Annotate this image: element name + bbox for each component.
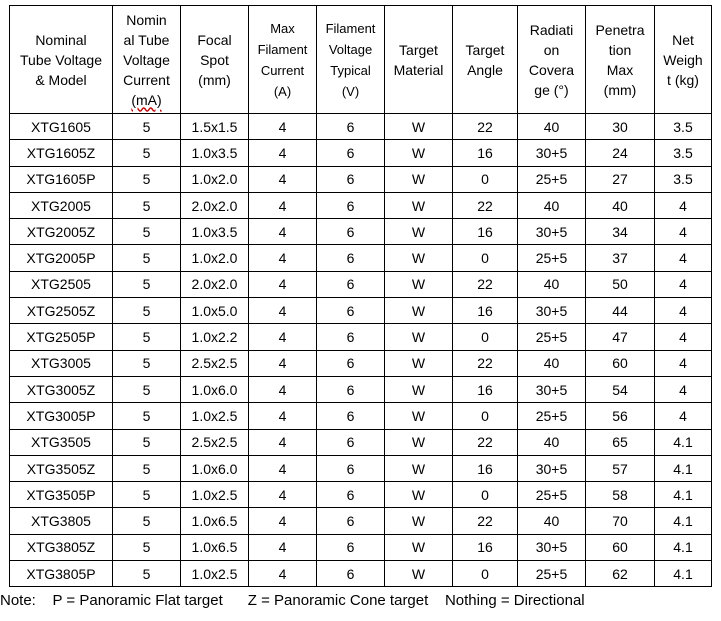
cell-focal: 1.5x1.5 bbox=[181, 114, 249, 140]
cell-focal: 2.0x2.0 bbox=[181, 192, 249, 218]
cell-radiation: 30+5 bbox=[518, 534, 586, 560]
cell-target_angle: 16 bbox=[453, 376, 518, 402]
cell-penetration: 34 bbox=[586, 219, 655, 245]
cell-filament_current: 4 bbox=[249, 403, 317, 429]
cell-target_angle: 0 bbox=[453, 403, 518, 429]
cell-filament_voltage: 6 bbox=[317, 376, 385, 402]
table-row bbox=[10, 429, 712, 455]
cell-penetration: 47 bbox=[586, 324, 655, 350]
cell-penetration: 65 bbox=[586, 429, 655, 455]
header-filament-current: Max Filament Current (A) bbox=[249, 6, 317, 114]
header-radiation-coverage: Radiati on Covera ge (°) bbox=[518, 6, 586, 114]
table-row bbox=[10, 350, 712, 376]
cell-radiation: 30+5 bbox=[518, 455, 586, 481]
cell-radiation: 30+5 bbox=[518, 376, 586, 402]
table-row bbox=[10, 245, 712, 271]
cell-current: 5 bbox=[113, 324, 181, 350]
cell-target_angle: 22 bbox=[453, 114, 518, 140]
cell-target_material: W bbox=[385, 271, 453, 297]
cell-current: 5 bbox=[113, 192, 181, 218]
cell-radiation: 25+5 bbox=[518, 166, 586, 192]
cell-filament_voltage: 6 bbox=[317, 166, 385, 192]
cell-current: 5 bbox=[113, 561, 181, 587]
cell-target_material: W bbox=[385, 114, 453, 140]
cell-model: XTG3505Z bbox=[10, 455, 113, 481]
cell-current: 5 bbox=[113, 482, 181, 508]
cell-weight: 4 bbox=[655, 271, 712, 297]
cell-target_material: W bbox=[385, 219, 453, 245]
cell-focal: 1.0x3.5 bbox=[181, 219, 249, 245]
table-row bbox=[10, 455, 712, 481]
cell-target_material: W bbox=[385, 561, 453, 587]
cell-target_angle: 22 bbox=[453, 271, 518, 297]
cell-radiation: 40 bbox=[518, 508, 586, 534]
cell-target_angle: 16 bbox=[453, 455, 518, 481]
cell-model: XTG3805P bbox=[10, 561, 113, 587]
cell-filament_current: 4 bbox=[249, 114, 317, 140]
cell-weight: 4.1 bbox=[655, 561, 712, 587]
cell-focal: 2.5x2.5 bbox=[181, 350, 249, 376]
cell-model: XTG1605Z bbox=[10, 140, 113, 166]
cell-filament_voltage: 6 bbox=[317, 298, 385, 324]
cell-target_angle: 22 bbox=[453, 429, 518, 455]
cell-focal: 1.0x3.5 bbox=[181, 140, 249, 166]
cell-target_material: W bbox=[385, 245, 453, 271]
cell-focal: 1.0x6.0 bbox=[181, 376, 249, 402]
cell-filament_current: 4 bbox=[249, 429, 317, 455]
cell-radiation: 40 bbox=[518, 114, 586, 140]
cell-filament_current: 4 bbox=[249, 192, 317, 218]
table-row bbox=[10, 482, 712, 508]
cell-focal: 1.0x5.0 bbox=[181, 298, 249, 324]
table-row bbox=[10, 192, 712, 218]
cell-radiation: 25+5 bbox=[518, 482, 586, 508]
cell-filament_current: 4 bbox=[249, 219, 317, 245]
cell-focal: 1.0x2.2 bbox=[181, 324, 249, 350]
cell-penetration: 50 bbox=[586, 271, 655, 297]
table-row bbox=[10, 298, 712, 324]
cell-filament_voltage: 6 bbox=[317, 324, 385, 350]
header-net-weight: Net Weigh t (kg) bbox=[655, 6, 712, 114]
cell-penetration: 58 bbox=[586, 482, 655, 508]
cell-focal: 1.0x6.0 bbox=[181, 455, 249, 481]
cell-target_angle: 16 bbox=[453, 534, 518, 560]
cell-target_angle: 16 bbox=[453, 298, 518, 324]
cell-filament_voltage: 6 bbox=[317, 429, 385, 455]
cell-filament_voltage: 6 bbox=[317, 245, 385, 271]
cell-model: XTG2005Z bbox=[10, 219, 113, 245]
cell-filament_current: 4 bbox=[249, 298, 317, 324]
cell-model: XTG3005P bbox=[10, 403, 113, 429]
cell-target_angle: 16 bbox=[453, 140, 518, 166]
cell-target_angle: 22 bbox=[453, 192, 518, 218]
cell-radiation: 25+5 bbox=[518, 324, 586, 350]
cell-penetration: 60 bbox=[586, 350, 655, 376]
cell-filament_voltage: 6 bbox=[317, 192, 385, 218]
cell-weight: 4.1 bbox=[655, 508, 712, 534]
cell-filament_current: 4 bbox=[249, 561, 317, 587]
cell-focal: 1.0x2.0 bbox=[181, 166, 249, 192]
cell-target_material: W bbox=[385, 298, 453, 324]
cell-model: XTG1605P bbox=[10, 166, 113, 192]
table-row bbox=[10, 534, 712, 560]
cell-model: XTG3505 bbox=[10, 429, 113, 455]
cell-radiation: 40 bbox=[518, 429, 586, 455]
cell-penetration: 54 bbox=[586, 376, 655, 402]
cell-weight: 4 bbox=[655, 350, 712, 376]
cell-filament_current: 4 bbox=[249, 508, 317, 534]
cell-focal: 1.0x2.5 bbox=[181, 561, 249, 587]
cell-weight: 4 bbox=[655, 324, 712, 350]
cell-weight: 4.1 bbox=[655, 482, 712, 508]
cell-target_material: W bbox=[385, 376, 453, 402]
cell-model: XTG2505 bbox=[10, 271, 113, 297]
cell-current: 5 bbox=[113, 429, 181, 455]
note-panoramic-cone: Z = Panoramic Cone target bbox=[247, 592, 429, 609]
cell-focal: 1.0x6.5 bbox=[181, 534, 249, 560]
footnote bbox=[0, 589, 721, 613]
table-row bbox=[10, 166, 712, 192]
cell-focal: 1.0x2.0 bbox=[181, 245, 249, 271]
cell-radiation: 30+5 bbox=[518, 219, 586, 245]
cell-weight: 4 bbox=[655, 298, 712, 324]
cell-target_material: W bbox=[385, 350, 453, 376]
cell-filament_voltage: 6 bbox=[317, 140, 385, 166]
table-row bbox=[10, 271, 712, 297]
cell-filament_current: 4 bbox=[249, 324, 317, 350]
cell-filament_voltage: 6 bbox=[317, 534, 385, 560]
table-row bbox=[10, 219, 712, 245]
table-row bbox=[10, 508, 712, 534]
cell-radiation: 40 bbox=[518, 271, 586, 297]
cell-model: XTG3805 bbox=[10, 508, 113, 534]
xray-tube-spec-table bbox=[9, 5, 712, 587]
cell-penetration: 44 bbox=[586, 298, 655, 324]
header-focal-spot: Focal Spot (mm) bbox=[181, 6, 249, 114]
cell-focal: 2.0x2.0 bbox=[181, 271, 249, 297]
table-row bbox=[10, 324, 712, 350]
spec-sheet bbox=[9, 5, 711, 587]
header-penetration-max: Penetra tion Max (mm) bbox=[586, 6, 655, 114]
cell-filament_voltage: 6 bbox=[317, 403, 385, 429]
cell-target_material: W bbox=[385, 192, 453, 218]
cell-current: 5 bbox=[113, 508, 181, 534]
cell-weight: 4 bbox=[655, 245, 712, 271]
header-current: Nomin al Tube Voltage Current (mA) bbox=[113, 6, 181, 114]
cell-model: XTG3005Z bbox=[10, 376, 113, 402]
cell-target_angle: 0 bbox=[453, 482, 518, 508]
cell-model: XTG2505P bbox=[10, 324, 113, 350]
header-row bbox=[10, 6, 712, 114]
cell-penetration: 24 bbox=[586, 140, 655, 166]
cell-current: 5 bbox=[113, 245, 181, 271]
cell-radiation: 25+5 bbox=[518, 245, 586, 271]
cell-filament_voltage: 6 bbox=[317, 508, 385, 534]
cell-focal: 1.0x2.5 bbox=[181, 482, 249, 508]
cell-penetration: 30 bbox=[586, 114, 655, 140]
cell-penetration: 62 bbox=[586, 561, 655, 587]
cell-current: 5 bbox=[113, 271, 181, 297]
table-body bbox=[10, 114, 712, 587]
cell-filament_voltage: 6 bbox=[317, 114, 385, 140]
cell-focal: 2.5x2.5 bbox=[181, 429, 249, 455]
cell-current: 5 bbox=[113, 140, 181, 166]
cell-filament_voltage: 6 bbox=[317, 455, 385, 481]
header-target-angle: Target Angle bbox=[453, 6, 518, 114]
cell-weight: 3.5 bbox=[655, 140, 712, 166]
cell-filament_current: 4 bbox=[249, 376, 317, 402]
cell-penetration: 70 bbox=[586, 508, 655, 534]
note-label: Note: bbox=[0, 592, 36, 609]
header-model: Nominal Tube Voltage & Model bbox=[10, 6, 113, 114]
cell-filament_current: 4 bbox=[249, 245, 317, 271]
cell-radiation: 25+5 bbox=[518, 403, 586, 429]
cell-filament_voltage: 6 bbox=[317, 350, 385, 376]
cell-radiation: 40 bbox=[518, 350, 586, 376]
cell-radiation: 30+5 bbox=[518, 298, 586, 324]
cell-target_material: W bbox=[385, 429, 453, 455]
cell-penetration: 57 bbox=[586, 455, 655, 481]
cell-model: XTG3005 bbox=[10, 350, 113, 376]
cell-radiation: 30+5 bbox=[518, 140, 586, 166]
cell-radiation: 40 bbox=[518, 192, 586, 218]
cell-target_angle: 0 bbox=[453, 561, 518, 587]
cell-target_angle: 22 bbox=[453, 508, 518, 534]
cell-penetration: 60 bbox=[586, 534, 655, 560]
cell-target_angle: 16 bbox=[453, 219, 518, 245]
cell-weight: 4.1 bbox=[655, 534, 712, 560]
table-row bbox=[10, 114, 712, 140]
cell-weight: 4.1 bbox=[655, 429, 712, 455]
cell-filament_current: 4 bbox=[249, 534, 317, 560]
table-row bbox=[10, 561, 712, 587]
cell-filament_current: 4 bbox=[249, 350, 317, 376]
cell-weight: 4 bbox=[655, 219, 712, 245]
cell-target_material: W bbox=[385, 403, 453, 429]
cell-filament_current: 4 bbox=[249, 140, 317, 166]
cell-filament_current: 4 bbox=[249, 166, 317, 192]
cell-target_material: W bbox=[385, 455, 453, 481]
cell-target_angle: 0 bbox=[453, 324, 518, 350]
cell-current: 5 bbox=[113, 376, 181, 402]
cell-model: XTG3505P bbox=[10, 482, 113, 508]
cell-current: 5 bbox=[113, 114, 181, 140]
cell-target_material: W bbox=[385, 534, 453, 560]
header-target-material: Target Material bbox=[385, 6, 453, 114]
cell-target_material: W bbox=[385, 508, 453, 534]
cell-model: XTG2005P bbox=[10, 245, 113, 271]
cell-current: 5 bbox=[113, 403, 181, 429]
cell-current: 5 bbox=[113, 298, 181, 324]
table-row bbox=[10, 403, 712, 429]
cell-target_material: W bbox=[385, 482, 453, 508]
cell-penetration: 37 bbox=[586, 245, 655, 271]
cell-current: 5 bbox=[113, 455, 181, 481]
cell-focal: 1.0x6.5 bbox=[181, 508, 249, 534]
cell-current: 5 bbox=[113, 219, 181, 245]
header-current-unit: (mA) bbox=[131, 91, 162, 108]
cell-model: XTG1605 bbox=[10, 114, 113, 140]
cell-model: XTG3805Z bbox=[10, 534, 113, 560]
table-row bbox=[10, 140, 712, 166]
note-directional: Nothing = Directional bbox=[444, 592, 585, 609]
cell-model: XTG2505Z bbox=[10, 298, 113, 324]
cell-current: 5 bbox=[113, 350, 181, 376]
cell-target_angle: 0 bbox=[453, 166, 518, 192]
cell-filament_voltage: 6 bbox=[317, 219, 385, 245]
cell-current: 5 bbox=[113, 534, 181, 560]
cell-target_angle: 0 bbox=[453, 245, 518, 271]
table-row bbox=[10, 376, 712, 402]
cell-weight: 4.1 bbox=[655, 455, 712, 481]
cell-radiation: 25+5 bbox=[518, 561, 586, 587]
cell-filament_current: 4 bbox=[249, 455, 317, 481]
cell-penetration: 40 bbox=[586, 192, 655, 218]
cell-weight: 4 bbox=[655, 192, 712, 218]
cell-target_material: W bbox=[385, 140, 453, 166]
cell-weight: 3.5 bbox=[655, 114, 712, 140]
note-panoramic-flat: P = Panoramic Flat target bbox=[52, 592, 223, 609]
cell-filament_voltage: 6 bbox=[317, 561, 385, 587]
cell-focal: 1.0x2.5 bbox=[181, 403, 249, 429]
cell-target_angle: 22 bbox=[453, 350, 518, 376]
cell-penetration: 56 bbox=[586, 403, 655, 429]
cell-model: XTG2005 bbox=[10, 192, 113, 218]
cell-filament_current: 4 bbox=[249, 271, 317, 297]
cell-current: 5 bbox=[113, 166, 181, 192]
cell-target_material: W bbox=[385, 166, 453, 192]
cell-filament_current: 4 bbox=[249, 482, 317, 508]
cell-weight: 4 bbox=[655, 403, 712, 429]
cell-weight: 4 bbox=[655, 376, 712, 402]
cell-penetration: 27 bbox=[586, 166, 655, 192]
cell-target_material: W bbox=[385, 324, 453, 350]
header-filament-voltage: Filament Voltage Typical (V) bbox=[317, 6, 385, 114]
cell-weight: 3.5 bbox=[655, 166, 712, 192]
cell-filament_voltage: 6 bbox=[317, 271, 385, 297]
cell-filament_voltage: 6 bbox=[317, 482, 385, 508]
